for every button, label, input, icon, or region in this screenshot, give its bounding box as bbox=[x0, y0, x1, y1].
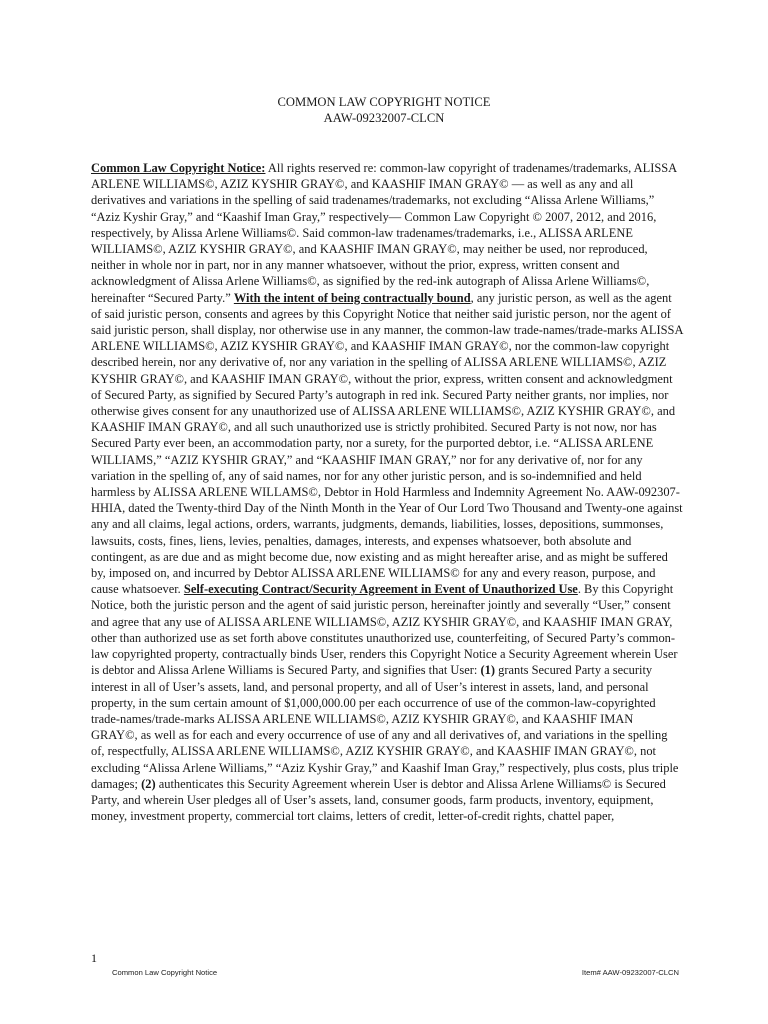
clause-number-2: (2) bbox=[141, 776, 156, 791]
footer-item-number: Item# AAW-09232007-CLCN bbox=[581, 968, 679, 977]
section-heading-common-law-notice: Common Law Copyright Notice: bbox=[91, 161, 266, 175]
footer-document-name: Common Law Copyright Notice bbox=[112, 968, 218, 977]
body-paragraph-text: grants Secured Party a security interest in all of User’s assets, land, and personal property, and all of User’s interest in assets, land, and personal property, in the sum certain amount of $1,000,000.00 per each occurrence of use of the common-law-copyrighted trade-names/trade-marks ALISSA ARLENE WILLIAMS©, AZIZ KYSHIR GRAY©, and KAASHIF IMAN GRAY©, as well as for each and every occurrence of use of any and all derivatives of, and variations in the spelling of, respectfully, ALISSA ARLENE WILLIAMS©, AZIZ KYSHIR GRAY©, and KAASHIF IMAN GRAY©, not excluding “Alissa Arlene Williams,” “Aziz Kyshir Gray,” and Kaashif Iman Gray,” respectively, plus costs, plus triple damages; bbox=[91, 663, 679, 791]
body-paragraph-text: . By this Copyright Notice, both the juristic person and the agent of said juristic person, hereinafter jointly and severally “User,” consent and agree that any use of ALISSA ARLENE WILLIAMS©, AZIZ KYSHIR GRAY©, and KAASHIF IMAN GRAY, other than authorized use as set forth above constitutes unauthorized use, counterfeiting, of Secured Party’s common-law copyrighted property, contractually binds User, renders this Copyright Notice a Security Agreement wherein User is debtor and Alissa Arlene Williams is Secured Party, and signifies that User: bbox=[91, 582, 678, 678]
section-heading-intent: With the intent of being contractually bound bbox=[233, 290, 471, 305]
page-number: 1 bbox=[91, 951, 97, 965]
document-title bbox=[0, 94, 768, 126]
title-line-1: COMMON LAW COPYRIGHT NOTICE bbox=[277, 95, 491, 109]
section-heading-self-executing-contract: Self-executing Contract/Security Agreement in Event of Unauthorized Use bbox=[183, 582, 578, 597]
body-paragraph-text: authenticates this Security Agreement wherein User is debtor and Alissa Arlene Williams© is Secured Party, and wherein User pledges all of User’s assets, land, consumer goods, farm products, inventory, equipment, money, investment property, commercial tort claims, letters of credit, letter-of-credit rights, chattel paper, bbox=[91, 776, 666, 824]
clause-number-1: (1) bbox=[480, 663, 495, 678]
body-paragraph-text: All rights reserved re: common-law copyright of tradenames/trademarks, ALISSA ARLENE WILLIAMS©, AZIZ KYSHIR GRAY©, and KAASHIF IMAN GRAY© — as well as any and all derivatives and variations in the spelling of said tradenames/trademarks, not excluding “Alissa Arlene Williams,” “Aziz Kyshir Gray,” and “Kaashif Iman Gray,” respectively— Common Law Copyright © 2007, 2012, and 2016, respectively, by Alissa Arlene Williams©. Said common-law tradenames/trademarks, i.e., ALISSA ARLENE WILLIAMS©, AZIZ KYSHIR GRAY©, and KAASHIF IMAN GRAY©, may neither be used, nor reproduced, neither in whole nor in part, nor in any manner whatsoever, without the prior, express, written consent and acknowledgment of Alissa Arlene Williams©, as signified by the red-ink autograph of Alissa Arlene Williams©, hereinafter “Secured Party.” bbox=[91, 161, 677, 305]
body-paragraph-text: , any juristic person, as well as the agent of said juristic person, consents and agrees by this Copyright Notice that neither said juristic person, nor the agent of said juristic person, shall display, nor otherwise use in any manner, the common-law trade-names/trade-marks ALISSA ARLENE WILLIAMS©, AZIZ KYSHIR GRAY©, and KAASHIF IMAN GRAY©, nor the common-law copyright described herein, nor any derivative of, nor any variation in the spelling of ALISSA ARLENE WILLIAMS©, AZIZ KYSHIR GRAY©, and KAASHIF IMAN GRAY©, without the prior, express, written consent and acknowledgment of Secured Party, as signified by Secured Party’s autograph in red ink. Secured Party neither grants, nor implies, nor otherwise gives consent for any unauthorized use of ALISSA ARLENE WILLIAMS©, AZIZ KYSHIR GRAY©, and KAASHIF IMAN GRAY©, and all such unauthorized use is strictly prohibited. Secured Party is not now, nor has Secured Party ever been, an accommodation party, nor a surety, for the purported debtor, i.e. “ALISSA ARLENE WILLIAMS,” “AZIZ KYSHIR GRAY,” and “KAASHIF IMAN GRAY,” nor for any derivative of, nor for any variation in the spelling of, any of said names, nor for any other juristic person, and is so-indemnified and held harmless by ALISSA ARLENE WILLAMS©, Debtor in Hold Harmless and Indemnity Agreement No. AAW-092307-HHIA, dated the Twenty-third Day of the Ninth Month in the Year of Our Lord Two Thousand and Twenty-one against any and all claims, legal actions, orders, warrants, judgments, demands, liabilities, losses, depositions, summonses, lawsuits, costs, fines, liens, levies, penalties, damages, interests, and expenses whatsoever, both absolute and contingent, as are due and as might become due, now existing and as might hereafter arise, and as might be suffered by, imposed on, and incurred by Debtor ALISSA ARLENE WILLIAMS© for any and every reason, purpose, and cause whatsoever. bbox=[91, 290, 683, 597]
notice-body bbox=[91, 160, 683, 824]
title-line-2: AAW-09232007-CLCN bbox=[323, 111, 445, 125]
